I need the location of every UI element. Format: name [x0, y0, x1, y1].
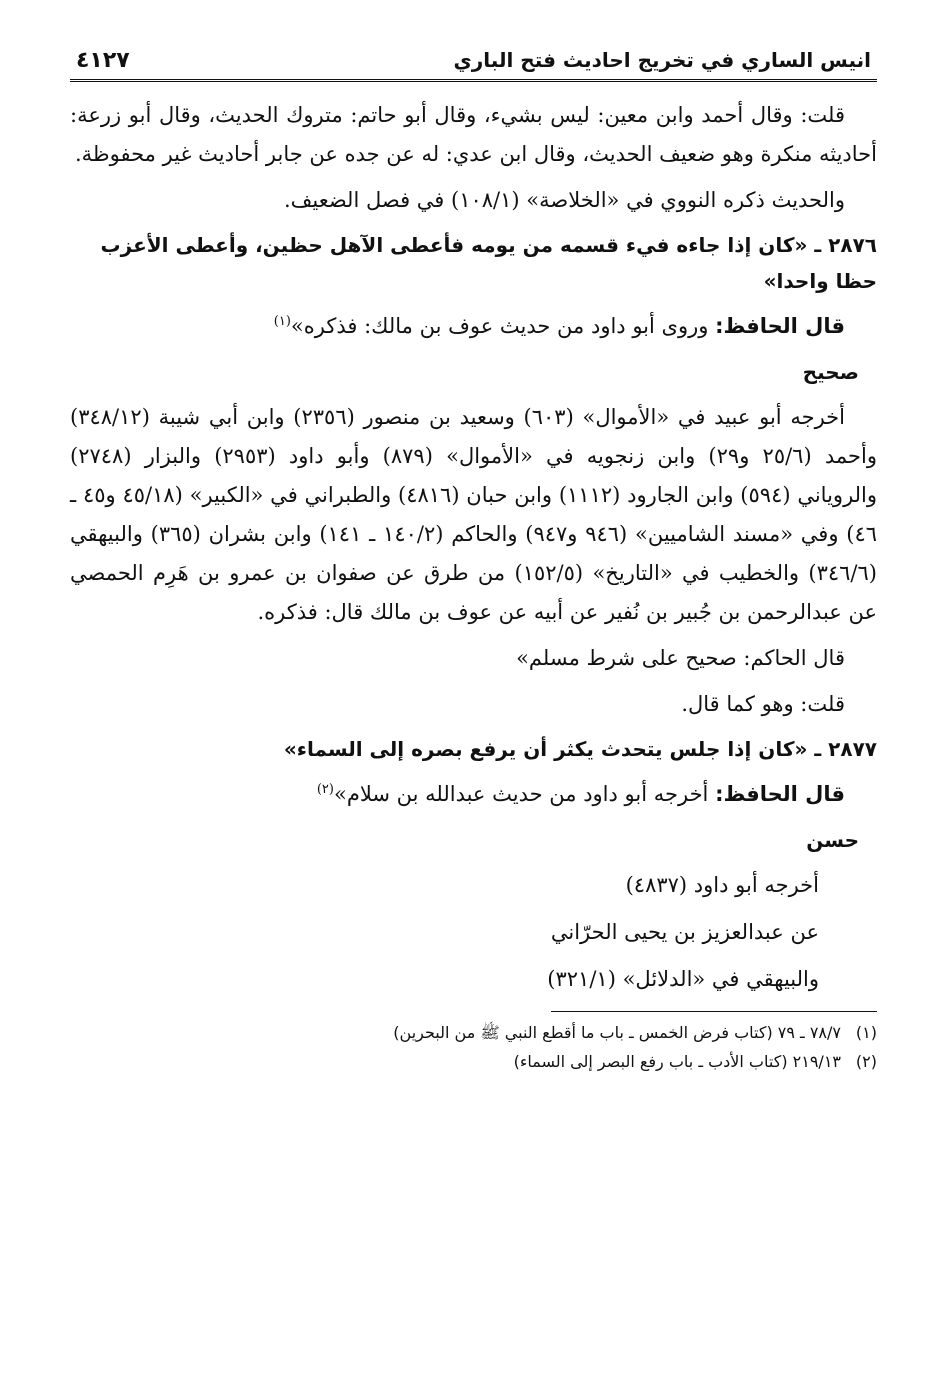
- hafiz-label: قال الحافظ:: [715, 314, 845, 338]
- hafiz-text: أخرجه أبو داود من حديث عبدالله بن سلام»: [333, 782, 709, 806]
- footnote-number: (٢): [855, 1052, 877, 1071]
- hadith-heading-2876: ٢٨٧٦ ـ «كان إذا جاءه فيء قسمه من يومه فأعطى الآهل حظين، وأعطى الأعزب حظا واحدا»: [100, 233, 877, 293]
- footnote-item: [70, 1047, 877, 1076]
- paragraph-narrator-criticism: قلت: وقال أحمد وابن معين: ليس بشيء، وقال أبو حاتم: متروك الحديث، وقال أبو زرعة: أحاديثه منكرة وهو ضعيف الحديث، وقال ابن عدي: له عن جده عن جابر أحاديث غير محفوظة.: [70, 103, 877, 166]
- footnote-text: ٢١٩/١٣ (كتاب الأدب ـ باب رفع البصر إلى السماء): [513, 1052, 841, 1071]
- page-number: ٤١٢٧: [76, 48, 130, 73]
- grade-sahih: صحيح: [802, 360, 859, 384]
- footnote-ref-1[interactable]: (١): [273, 314, 291, 329]
- line-bayhaqi: والبيهقي في «الدلائل» (٣٢١/١): [547, 967, 819, 991]
- footnote-separator: [551, 1011, 877, 1012]
- running-header: [70, 48, 877, 82]
- hafiz-label: قال الحافظ:: [715, 782, 845, 806]
- header-title: انيس الساري في تخريج احاديث فتح الباري: [453, 48, 871, 72]
- hafiz-text: وروى أبو داود من حديث عوف بن مالك: فذكره»: [290, 314, 709, 338]
- footnotes: [70, 1018, 877, 1076]
- footnote-item: [70, 1018, 877, 1047]
- line-abu-dawud: أخرجه أبو داود (٤٨٣٧): [625, 873, 819, 897]
- footnote-number: (١): [855, 1023, 877, 1042]
- hadith-heading-2877: ٢٨٧٧ ـ «كان إذا جلس يتحدث يكثر أن يرفع بصره إلى السماء»: [283, 737, 877, 761]
- grade-hasan: حسن: [806, 828, 859, 852]
- paragraph-hakim: قال الحاكم: صحيح على شرط مسلم»: [516, 646, 845, 670]
- hafiz-statement-2: [70, 775, 877, 814]
- line-abdulaziz: عن عبدالعزيز بن يحيى الحرّاني: [550, 920, 819, 944]
- hafiz-statement-1: [70, 307, 877, 346]
- paragraph-qultu: قلت: وهو كما قال.: [681, 692, 845, 716]
- footnote-text: ٧٨/٧ ـ ٧٩ (كتاب فرض الخمس ـ باب ما أقطع النبي ﷺ من البحرين): [393, 1023, 841, 1042]
- footnote-ref-2[interactable]: (٢): [316, 782, 334, 797]
- page-body: [70, 96, 877, 999]
- paragraph-nawawi-note: والحديث ذكره النووي في «الخلاصة» (١٠٨/١) في فصل الضعيف.: [283, 188, 845, 212]
- paragraph-takhrij-2876: أخرجه أبو عبيد في «الأموال» (٦٠٣) وسعيد بن منصور (٢٣٥٦) وابن أبي شيبة (٣٤٨/١٢) وأحمد (٢٥/٦ و٢٩) وابن زنجويه في «الأموال» (٨٧٩) وأبو داود (٢٩٥٣) والبزار (٢٧٤٨) والروياني (٥٩٤) وابن الجارود (١١١٢) وابن حبان (٤٨١٦) والطبراني في «الكبير» (٤٥/١٨ و٤٥ ـ ٤٦) وفي «مسند الشاميين» (٩٤٦ و٩٤٧) والحاكم (١٤٠/٢ ـ ١٤١) وابن بشران (٣٦٥) والبيهقي (٣٤٦/٦) والخطيب في «التاريخ» (١٥٢/٥) من طرق عن صفوان بن عمرو بن هَرِم الحمصي عن عبدالرحمن بن جُبير بن نُفير عن أبيه عن عوف بن مالك قال: فذكره.: [70, 405, 878, 624]
- book-page: [70, 48, 877, 1385]
